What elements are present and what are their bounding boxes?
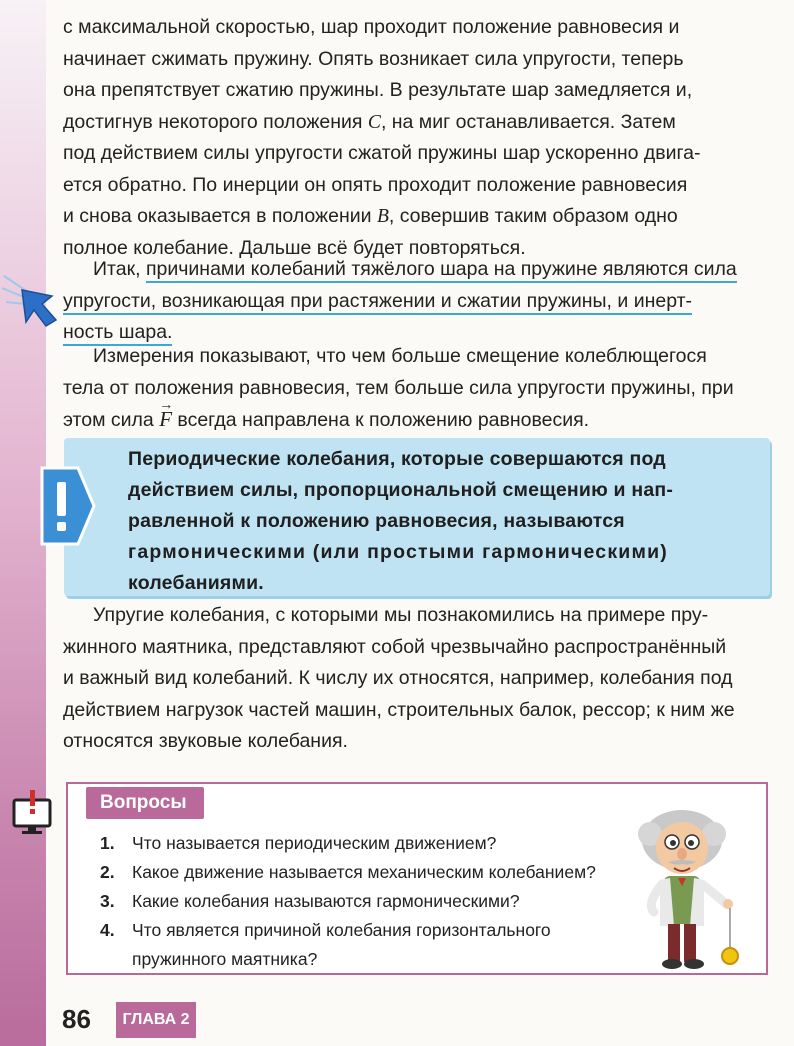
chapter-label: ГЛАВА 2 xyxy=(116,1002,196,1038)
list-item: 1. Что называется периодическим движением? xyxy=(100,833,497,853)
text-line: полное колебание. Дальше всё будет повторяться. xyxy=(63,236,526,259)
text-line: Периодические колебания, которые совершаются под xyxy=(128,448,666,470)
professor-illustration xyxy=(630,800,750,972)
important-arrow-icon xyxy=(2,268,60,330)
text-line: равленной к положению равновесия, называются xyxy=(128,510,625,532)
text-line: с максимальной скоростью, шар проходит положение равновесия и xyxy=(63,16,680,38)
text-line: относятся звуковые колебания. xyxy=(63,730,348,752)
questions-list xyxy=(100,829,640,974)
text-line: начинает сжимать пружину. Опять возникает сила упругости, теперь xyxy=(63,47,684,70)
paragraph-elastic-oscillations xyxy=(63,600,768,758)
list-item: 2. Какое движение называется механическим колебанием? xyxy=(100,862,596,882)
force-vector-symbol: → F xyxy=(159,404,172,436)
text-line: Итак, причинами колебаний тяжёлого шара на пружине являются сила xyxy=(63,254,768,286)
paragraph-oscillation-description xyxy=(63,12,768,264)
text-line: гармоническими (или простыми гармоническими) xyxy=(128,541,668,563)
text-line: достигнув некоторого положения C, на миг останавливается. Затем xyxy=(63,110,676,133)
text-line: упругости, возникающая при растяжении и сжатии пружины, и инерт- xyxy=(63,286,768,318)
text-line: действием нагрузок частей машин, строительных балок, рессор; к ним же xyxy=(63,698,735,721)
text-line: колебаниями. xyxy=(128,572,264,594)
text-line: Упругие колебания, с которыми мы познакомились на примере пру- xyxy=(93,604,709,626)
questions-title: Вопросы xyxy=(86,787,204,819)
definition-harmonic-oscillations xyxy=(128,444,748,599)
text-line: под действием силы упругости сжатой пружины шар ускоренно двига- xyxy=(63,142,701,164)
text-line: ность шара. xyxy=(63,317,768,349)
text-line: тела от положения равновесия, тем больше сила упругости пружины, при xyxy=(63,376,734,399)
list-item: 3. Какие колебания называются гармоническими? xyxy=(100,891,520,911)
list-item: пружинного маятника? xyxy=(132,949,318,969)
paragraph-causes-of-oscillation xyxy=(63,254,768,349)
text-line: действием силы, пропорциональной смещению и нап- xyxy=(128,479,674,501)
text-line: и снова оказывается в положении B, совершив таким образом одно xyxy=(63,205,678,227)
list-item: 4. Что является причиной колебания горизонтального xyxy=(100,920,551,940)
text-line: ется обратно. По инерции он опять проходит положение равновесия xyxy=(63,173,688,196)
computer-monitor-icon xyxy=(12,790,52,836)
text-line: жинного маятника, представляют собой чрезвычайно распространённый xyxy=(63,635,727,658)
text-line: этом сила → F всегда направлена к положению равновесия. xyxy=(63,404,768,437)
paragraph-measurements xyxy=(63,341,768,437)
text-line: она препятствует сжатию пружины. В результате шар замедляется и, xyxy=(63,79,693,101)
page-number: 86 xyxy=(62,1004,91,1034)
exclamation-icon xyxy=(38,466,96,546)
text-line: Измерения показывают, что чем больше смещение колеблющегося xyxy=(93,345,707,367)
text-line: и важный вид колебаний. К числу их относятся, например, колебания под xyxy=(63,667,733,689)
